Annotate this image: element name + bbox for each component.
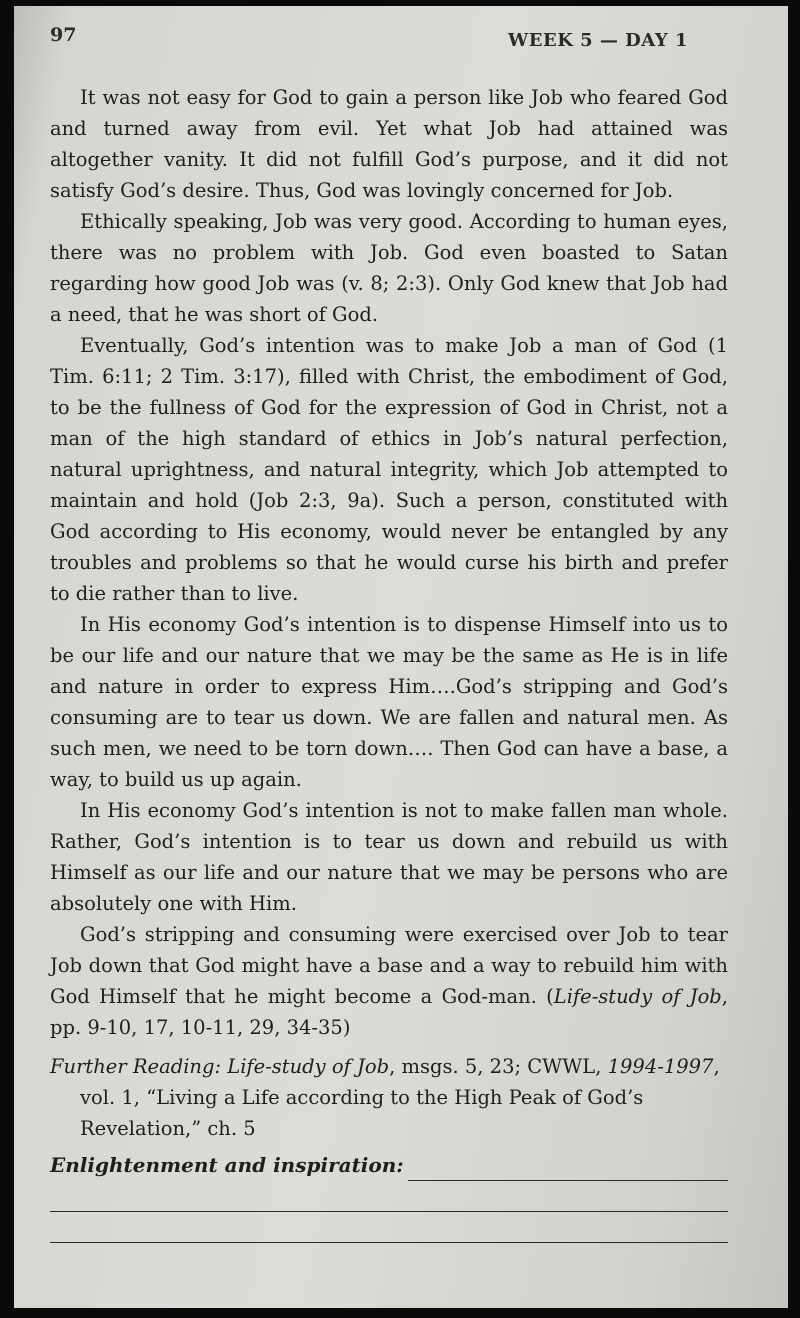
running-head: WEEK 5 — DAY 1 [508,30,688,51]
writing-line-2[interactable] [50,1181,728,1212]
paragraph-2: Ethically speaking, Job was very good. According to human eyes, there was no problem with Job. God even boasted to Satan regarding how good Job was (v. 8; 2:3). Only God knew that Job had a need, that he was short of God. [50,210,728,326]
paragraph-6 [50,919,728,1043]
paragraph-6-text: God’s stripping and consuming were exercised over Job to tear Job down that God might have a base and a way to rebuild him with God Himself that he might become a God-man. ( [50,923,728,1008]
source-title: Life-study of Job [553,985,722,1008]
writing-line-1[interactable] [408,1156,728,1181]
further-reading-title: Life-study of Job [227,1055,390,1078]
paragraph-5: In His economy God’s intention is not to make fallen man whole. Rather, God’s intention is to tear us down and rebuild us with Himself as our life and our nature that we may be persons who are absolutely one with Him. [50,799,728,915]
enlightenment-label: Enlightenment and inspiration: [50,1153,404,1177]
page-header [14,24,788,58]
paragraph-3: Eventually, God’s intention was to make Job a man of God (1 Tim. 6:11; 2 Tim. 3:17), filled with Christ, the embodiment of God, to be the fullness of God for the expression of God in Christ, not a man of the high standard of ethics in Job’s natural perfection, natural uprightness, and natural integrity, which Job attempted to maintain and hold (Job 2:3, 9a). Such a person, constituted with God according to His economy, would never be entangled by any troubles and problems so that he would curse his birth and prefer to die rather than to live. [50,334,728,605]
further-reading-text1: , msgs. 5, 23; CWWL, [389,1055,608,1078]
further-reading-years: 1994-1997 [607,1055,714,1078]
further-reading-text2: , vol. 1, “Living a Life according to the High Peak of God’s Revelation,” ch. 5 [80,1055,720,1140]
writing-line-3[interactable] [50,1212,728,1243]
page-number: 97 [50,24,77,46]
paragraph-1: It was not easy for God to gain a person like Job who feared God and turned away from evil. Yet what Job had attained was altogether vanity. It did not fulfill God’s purpose, and it did not satisfy God’s desire. Thus, God was lovingly concerned for Job. [50,86,728,202]
page-body [50,82,728,1243]
enlightenment-row [50,1150,728,1181]
book-page [14,6,788,1308]
further-reading-label: Further Reading: [50,1055,222,1078]
source-pages: , pp. 9-10, 17, 10-11, 29, 34-35) [50,985,728,1039]
paragraph-4: In His economy God’s intention is to dispense Himself into us to be our life and our nature that we may be the same as He is in life and nature in order to express Him….God’s stripping and God’s consuming are to tear us down. We are fallen and natural men. As such men, we need to be torn down…. Then God can have a base, a way, to build us up again. [50,613,728,791]
further-reading [50,1051,728,1144]
